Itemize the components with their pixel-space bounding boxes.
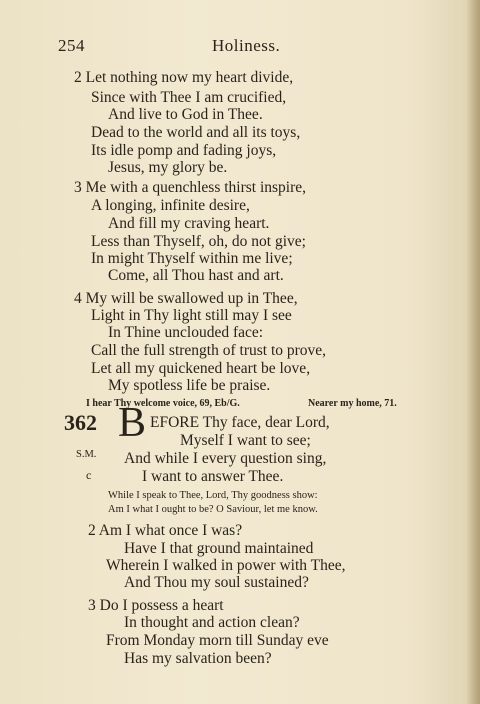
hymn-line: Myself I want to see; bbox=[180, 432, 311, 449]
verse-line: Come, all Thou hast and art. bbox=[108, 267, 284, 284]
verse-line: Dead to the world and all its toys, bbox=[91, 124, 301, 141]
refrain-line: While I speak to Thee, Lord, Thy goodness show: bbox=[108, 490, 318, 501]
verse-line: Light in Thy light still may I see bbox=[91, 307, 292, 324]
verse-line: Call the full strength of trust to prove, bbox=[91, 342, 327, 359]
verse-line: Less than Thyself, oh, do not give; bbox=[91, 233, 306, 250]
hymn-line: From Monday morn till Sunday eve bbox=[106, 632, 329, 649]
hymn-line: I want to answer Thee. bbox=[142, 468, 284, 485]
page-gutter-shadow bbox=[466, 0, 480, 704]
verse-line: 4 My will be swallowed up in Thee, bbox=[74, 290, 298, 307]
verse-line: My spotless life be praise. bbox=[108, 377, 271, 394]
verse-line: And fill my craving heart. bbox=[108, 215, 270, 232]
verse-line: 2 Let nothing now my heart divide, bbox=[74, 69, 294, 86]
hymn-line: Wherein I walked in power with Thee, bbox=[106, 557, 346, 574]
hymn-line: Have I that ground maintained bbox=[124, 540, 314, 557]
verse-line: Jesus, my glory be. bbox=[108, 159, 228, 176]
hymn-number: 362 bbox=[64, 410, 97, 435]
hymn-line: 2 Am I what once I was? bbox=[88, 522, 243, 539]
meter-label: S.M. bbox=[76, 449, 97, 460]
refrain-line: Am I what I ought to be? O Saviour, let me know. bbox=[108, 504, 318, 515]
verse-line: Let all my quickened heart be love, bbox=[91, 360, 311, 377]
verse-line: 3 Me with a quenchless thirst inspire, bbox=[74, 179, 307, 196]
tune-reference-left: I hear Thy welcome voice, 69, Eb/G. bbox=[86, 398, 240, 409]
verse-line: A longing, infinite desire, bbox=[91, 197, 250, 214]
verse-line: In Thine unclouded face: bbox=[108, 324, 264, 341]
verse-line: And live to God in Thee. bbox=[108, 106, 263, 123]
tune-reference-right: Nearer my home, 71. bbox=[308, 398, 397, 409]
verse-line: Its idle pomp and fading joys, bbox=[91, 142, 277, 159]
page-title: Holiness. bbox=[212, 36, 281, 55]
hymn-line: 3 Do I possess a heart bbox=[88, 597, 224, 614]
hymn-line: Has my salvation been? bbox=[124, 650, 272, 667]
page-number: 254 bbox=[58, 36, 85, 55]
hymn-line: EFORE Thy face, dear Lord, bbox=[150, 414, 330, 431]
hymn-line: And while I every question sing, bbox=[124, 450, 327, 467]
key-label: c bbox=[86, 468, 92, 482]
hymn-line: In thought and action clean? bbox=[124, 614, 300, 631]
verse-line: In might Thyself within me live; bbox=[91, 250, 293, 267]
drop-cap: B bbox=[118, 400, 147, 446]
hymn-line: And Thou my soul sustained? bbox=[124, 574, 309, 591]
verse-line: Since with Thee I am crucified, bbox=[91, 89, 287, 106]
